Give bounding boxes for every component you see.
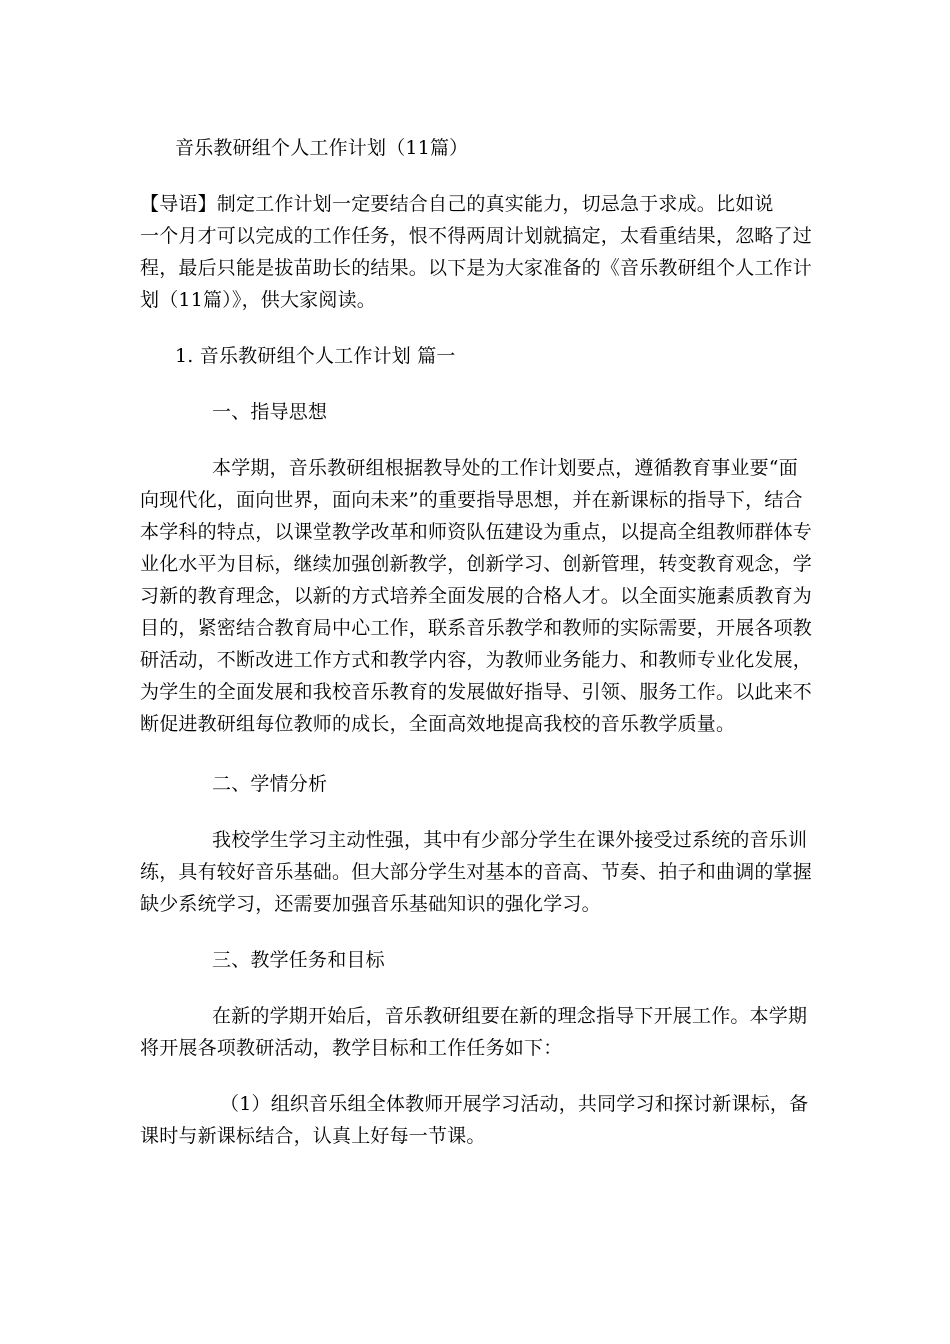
- intro-paragraph: [140, 188, 820, 316]
- paragraph-line: 目的，紧密结合教育局中心工作，联系音乐教学和教师的实际需要，开展各项教: [140, 617, 813, 639]
- part3-heading: 三、教学任务和目标: [212, 949, 385, 971]
- paragraph-line: 研活动，不断改进工作方式和教学内容，为教师业务能力、和教师专业化发展，: [140, 649, 813, 671]
- part2-paragraph: [140, 824, 820, 920]
- document-title: 音乐教研组个人工作计划（11篇）: [175, 137, 469, 159]
- part1-paragraph: [140, 452, 820, 740]
- paragraph-line: 习新的教育理念，以新的方式培养全面发展的合格人才。以全面实施素质教育为: [140, 585, 813, 607]
- paragraph-line: 业化水平为目标，继续加强创新教学，创新学习、创新管理，转变教育观念，学: [140, 553, 813, 575]
- paragraph-line: 本学科的特点，以课堂教学改革和师资队伍建设为重点，以提高全组教师群体专: [140, 521, 813, 543]
- paragraph-line: 课时与新课标结合，认真上好每一节课。: [140, 1125, 486, 1147]
- paragraph-line: 缺少系统学习，还需要加强音乐基础知识的强化学习。: [140, 893, 601, 915]
- paragraph-line: （1）组织音乐组全体教师开展学习活动，共同学习和探讨新课标，备: [220, 1093, 809, 1115]
- paragraph-line: 练，具有较好音乐基础。但大部分学生对基本的音高、节奏、拍子和曲调的掌握: [140, 861, 813, 883]
- intro-line: 划（11篇）》，供大家阅读。: [140, 289, 376, 311]
- paragraph-line: 将开展各项教研活动，教学目标和工作任务如下：: [140, 1037, 563, 1059]
- paragraph-line: 向现代化，面向世界，面向未来”的重要指导思想，并在新课标的指导下，结合: [140, 489, 803, 511]
- part2-heading: 二、学情分析: [212, 773, 328, 795]
- part3-paragraph: [140, 1000, 820, 1064]
- intro-line: 程，最后只能是拔苗助长的结果。以下是为大家准备的《音乐教研组个人工作计: [140, 257, 813, 279]
- paragraph-line: 本学期，音乐教研组根据教导处的工作计划要点，遵循教育事业要“面: [212, 457, 798, 479]
- section-heading: 1. 音乐教研组个人工作计划 篇一: [175, 345, 456, 367]
- paragraph-line: 为学生的全面发展和我校音乐教育的发展做好指导、引领、服务工作。以此来不: [140, 681, 813, 703]
- intro-line: 一个月才可以完成的工作任务，恨不得两周计划就搞定，太看重结果，忽略了过: [140, 225, 813, 247]
- task-item-1: [140, 1088, 820, 1152]
- intro-line: 【导语】制定工作计划一定要结合自己的真实能力，切忌急于求成。比如说: [140, 193, 774, 215]
- paragraph-line: 我校学生学习主动性强，其中有少部分学生在课外接受过系统的音乐训: [212, 829, 808, 851]
- paragraph-line: 断促进教研组每位教师的成长，全面高效地提高我校的音乐教学质量。: [140, 713, 736, 735]
- paragraph-line: 在新的学期开始后，音乐教研组要在新的理念指导下开展工作。本学期: [212, 1005, 808, 1027]
- part1-heading: 一、指导思想: [212, 401, 328, 423]
